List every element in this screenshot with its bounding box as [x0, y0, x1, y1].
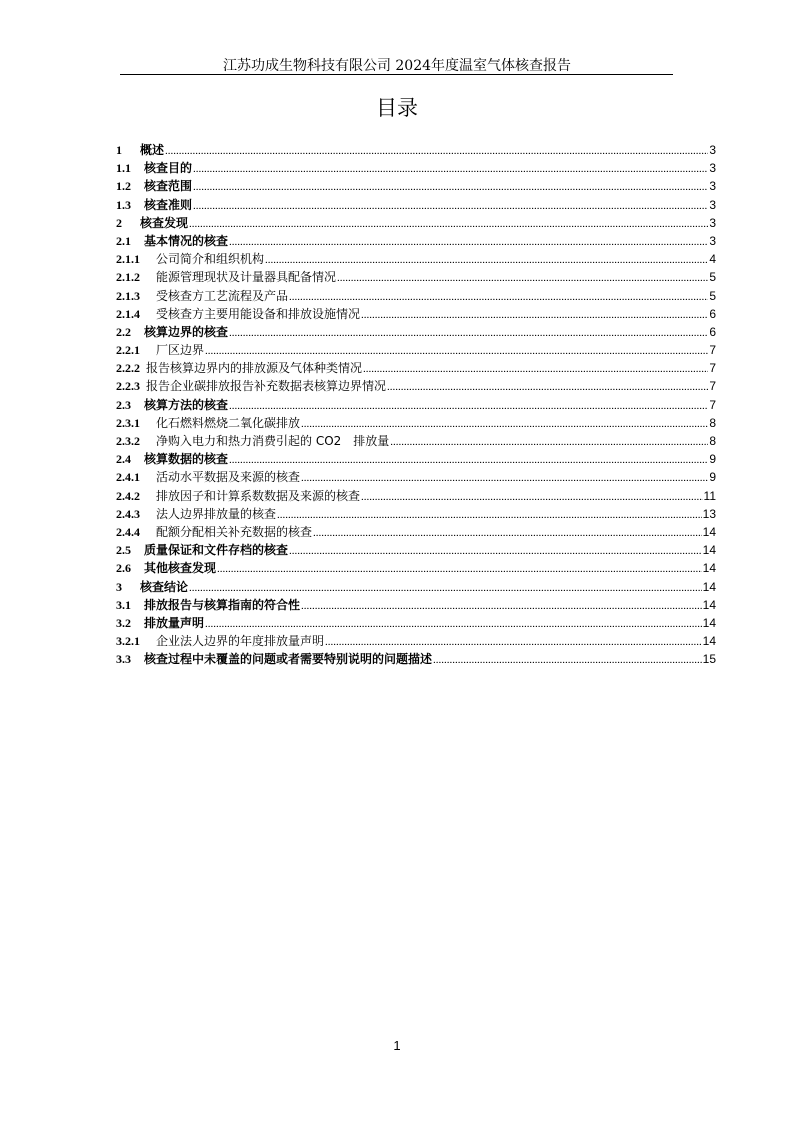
- toc-entry-label: 排放报告与核算指南的符合性: [144, 597, 301, 612]
- toc-entry-number: 1.1: [116, 161, 131, 176]
- toc-entry[interactable]: [116, 632, 716, 650]
- header-divider: [120, 74, 673, 75]
- toc-entry-page: 14: [702, 561, 716, 576]
- toc-leader-dots: [193, 160, 708, 178]
- toc-entry[interactable]: [116, 650, 716, 668]
- toc-entry[interactable]: [116, 396, 716, 414]
- toc-entry[interactable]: [116, 505, 716, 523]
- toc-entry-number: 2.1.4: [116, 306, 140, 321]
- toc-entry-page: 11: [703, 488, 716, 503]
- toc-entry-label: 法人边界排放量的核查: [156, 506, 277, 521]
- toc-entry-label: 排放量声明: [144, 615, 205, 630]
- toc-entry-number: 2.2.3: [116, 379, 140, 394]
- toc-leader-dots: [325, 633, 702, 651]
- toc-entry-number: 2.6: [116, 561, 131, 576]
- toc-entry[interactable]: [116, 287, 716, 305]
- toc-entry-page: 4: [709, 252, 716, 267]
- toc-entry-label: 化石燃料燃烧二氧化碳排放: [156, 415, 301, 430]
- toc-entry-number: 3: [116, 579, 122, 594]
- running-header: 江苏功成生物科技有限公司 2024年度温室气体核查报告: [222, 58, 572, 74]
- toc-entry-label: 核查过程中未覆盖的问题或者需要特别说明的问题描述: [144, 652, 433, 667]
- toc-entry-page: 7: [709, 379, 716, 394]
- toc-entry-page: 6: [709, 324, 716, 339]
- toc-entry[interactable]: [116, 305, 716, 323]
- toc-entry-label: 核查发现: [140, 215, 189, 230]
- toc-entry[interactable]: [116, 359, 716, 377]
- toc-entry[interactable]: [116, 614, 716, 632]
- toc-entry[interactable]: [116, 578, 716, 596]
- toc-entry-number: 3.1: [116, 597, 131, 612]
- toc-entry-number: 2.3: [116, 397, 131, 412]
- toc-entry-page: 3: [709, 215, 716, 230]
- toc-entry-number: 2.5: [116, 543, 131, 558]
- toc-entry-number: 3.2.1: [116, 634, 140, 649]
- toc-entry-number: 2.4.3: [116, 506, 140, 521]
- toc-leader-dots: [229, 451, 708, 469]
- toc-entry[interactable]: [116, 559, 716, 577]
- toc-entry-label: 核算边界的核查: [144, 324, 229, 339]
- toc-entry-label: 核查结论: [140, 579, 189, 594]
- toc-entry-page: 7: [709, 343, 716, 358]
- toc-entry-label: 概述: [140, 143, 165, 157]
- toc-entry[interactable]: [116, 487, 716, 505]
- toc-leader-dots: [390, 433, 708, 451]
- toc-entry[interactable]: [116, 596, 716, 614]
- toc-entry-label: 核算方法的核查: [144, 397, 229, 412]
- toc-leader-dots: [165, 142, 708, 160]
- toc-leader-dots: [189, 579, 702, 597]
- toc-leader-dots: [361, 306, 708, 324]
- toc-entry-number: 2.4.1: [116, 470, 140, 485]
- toc-entry-label: 核算数据的核查: [144, 452, 229, 467]
- toc-entry-number: 3.2: [116, 615, 131, 630]
- toc-entry[interactable]: [116, 177, 716, 195]
- toc-entry-number: 2.4.2: [116, 488, 140, 503]
- toc-leader-dots: [289, 288, 708, 306]
- toc-entry-page: 15: [702, 652, 716, 667]
- toc-entry-page: 14: [702, 524, 716, 539]
- toc-leader-dots: [229, 397, 708, 415]
- toc-entry-label: 核查目的: [144, 161, 193, 176]
- toc-leader-dots: [229, 324, 708, 342]
- toc-leader-dots: [361, 488, 703, 506]
- toc-entry-page: 9: [709, 470, 716, 485]
- toc-entry[interactable]: [116, 432, 716, 450]
- toc-entry[interactable]: [116, 468, 716, 486]
- toc-entry-number: 2.2.1: [116, 343, 140, 358]
- toc-entry[interactable]: [116, 159, 716, 177]
- toc-entry-page: 14: [702, 579, 716, 594]
- toc-leader-dots: [229, 233, 708, 251]
- toc-entry[interactable]: [116, 196, 716, 214]
- toc-leader-dots: [337, 269, 708, 287]
- toc-entry-label: 核查准则: [144, 197, 193, 212]
- toc-entry-page: 3: [709, 161, 716, 176]
- toc-entry-page: 14: [702, 597, 716, 612]
- toc-leader-dots: [277, 506, 702, 524]
- toc-leader-dots: [433, 651, 702, 669]
- toc-leader-dots: [189, 215, 708, 233]
- toc-leader-dots: [301, 597, 702, 615]
- toc-entry-label: 质量保证和文件存档的核查: [144, 543, 289, 558]
- toc-entry-label: 报告企业碳排放报告补充数据表核算边界情况: [146, 379, 387, 394]
- toc-entry-page: 8: [709, 434, 716, 448]
- toc-entry-number: 2.3.1: [116, 415, 140, 430]
- toc-entry-number: 2.4.4: [116, 524, 140, 539]
- toc-entry[interactable]: [116, 541, 716, 559]
- toc-leader-dots: [387, 378, 708, 396]
- toc-entry[interactable]: [116, 232, 716, 250]
- toc-title: 目录: [376, 96, 418, 120]
- toc-entry-label: 厂区边界: [156, 343, 205, 358]
- toc-leader-dots: [301, 415, 708, 433]
- toc-entry-page: 3: [709, 197, 716, 212]
- toc-entry[interactable]: [116, 141, 716, 159]
- toc-entry-page: 13: [702, 506, 716, 521]
- toc-leader-dots: [205, 615, 702, 633]
- toc-entry-label: 净购入电力和热力消费引起的 CO2 排放量: [156, 434, 390, 448]
- toc-entry[interactable]: [116, 414, 716, 432]
- toc-entry-page: 7: [709, 397, 716, 412]
- toc-entry-page: 6: [709, 306, 716, 321]
- toc-entry[interactable]: [116, 250, 716, 268]
- toc-entry[interactable]: [116, 377, 716, 395]
- toc-entry-number: 2.4: [116, 452, 131, 467]
- toc-leader-dots: [265, 251, 708, 269]
- toc-entry-number: 3.3: [116, 652, 131, 667]
- toc-entry-label: 受核查方工艺流程及产品: [156, 288, 289, 303]
- toc-entry-label: 基本情况的核查: [144, 233, 229, 248]
- toc-entry-page: 9: [709, 452, 716, 467]
- toc-entry-page: 3: [709, 233, 716, 248]
- toc-entry-label: 能源管理现状及计量器具配备情况: [156, 270, 337, 285]
- toc-entry-label: 排放因子和计算系数数据及来源的核查: [156, 488, 361, 503]
- toc-entry-number: 2.1.1: [116, 252, 140, 267]
- toc-entry-label: 核查范围: [144, 179, 193, 194]
- page-number: 1: [393, 1038, 401, 1053]
- toc-entry-label: 活动水平数据及来源的核查: [156, 470, 301, 485]
- toc-entry-page: 8: [709, 415, 716, 430]
- toc-entry-number: 2.1.3: [116, 288, 140, 303]
- toc-entry-label: 其他核查发现: [144, 561, 217, 576]
- table-of-contents: [116, 141, 716, 668]
- toc-entry-number: 2: [116, 215, 122, 230]
- toc-entry-page: 14: [702, 543, 716, 558]
- toc-leader-dots: [205, 342, 708, 360]
- toc-entry-label: 公司简介和组织机构: [156, 252, 265, 267]
- toc-entry[interactable]: [116, 523, 716, 541]
- toc-entry[interactable]: [116, 450, 716, 468]
- toc-entry-label: 企业法人边界的年度排放量声明: [156, 634, 325, 649]
- toc-leader-dots: [217, 560, 702, 578]
- toc-entry-page: 3: [709, 179, 716, 194]
- toc-leader-dots: [193, 178, 708, 196]
- toc-entry[interactable]: [116, 268, 716, 286]
- toc-leader-dots: [313, 524, 702, 542]
- toc-leader-dots: [301, 469, 708, 487]
- toc-leader-dots: [193, 197, 708, 215]
- toc-entry-number: 2.3.2: [116, 434, 140, 448]
- toc-leader-dots: [289, 542, 702, 560]
- toc-entry-label: 报告核算边界内的排放源及气体种类情况: [146, 361, 363, 376]
- toc-entry-page: 14: [702, 634, 716, 649]
- toc-entry-number: 2.2: [116, 324, 131, 339]
- toc-entry[interactable]: [116, 341, 716, 359]
- toc-entry[interactable]: [116, 323, 716, 341]
- toc-entry-label: 配额分配相关补充数据的核查: [156, 524, 313, 539]
- toc-entry-number: 1: [116, 143, 122, 157]
- toc-entry-page: 7: [709, 361, 716, 376]
- toc-entry-page: 5: [709, 288, 716, 303]
- toc-entry-number: 1.2: [116, 179, 131, 194]
- toc-entry[interactable]: [116, 214, 716, 232]
- toc-entry-page: 14: [702, 615, 716, 630]
- toc-leader-dots: [363, 360, 708, 378]
- toc-entry-page: 3: [709, 143, 716, 157]
- toc-entry-page: 5: [709, 270, 716, 285]
- toc-entry-number: 2.1.2: [116, 270, 140, 285]
- toc-entry-number: 2.1: [116, 233, 131, 248]
- toc-entry-label: 受核查方主要用能设备和排放设施情况: [156, 306, 361, 321]
- toc-entry-number: 2.2.2: [116, 361, 140, 376]
- toc-entry-number: 1.3: [116, 197, 131, 212]
